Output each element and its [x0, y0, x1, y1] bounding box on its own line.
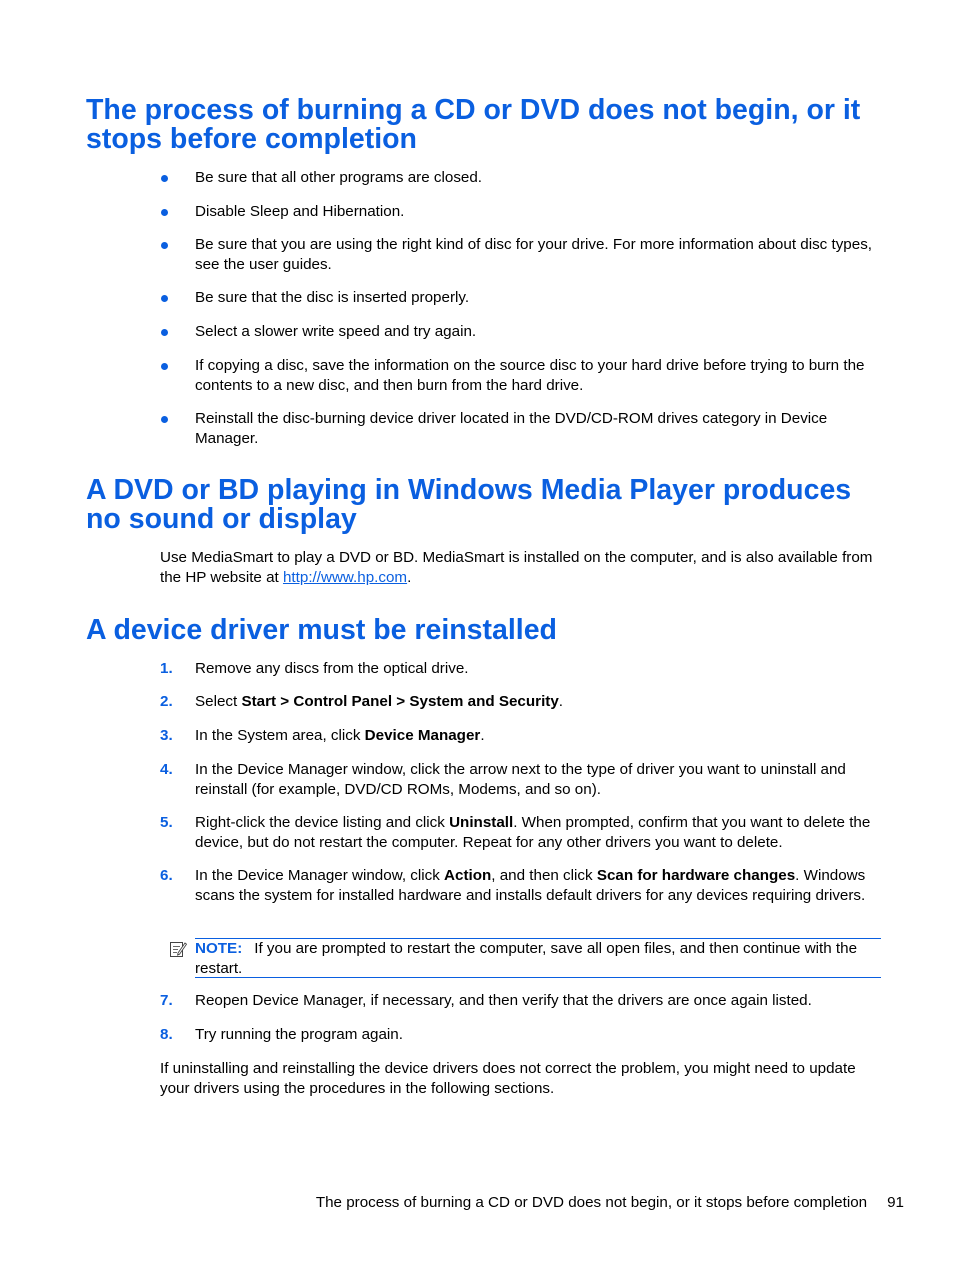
bullet-icon — [161, 295, 168, 302]
ui-term: Device Manager — [364, 727, 481, 744]
step-number: 2. — [160, 693, 173, 710]
step-text: In the Device Manager window, click the arrow next to the type of driver you want to uninstall and reinstall (for example, DVD/CD ROMs, Modems, and so on). — [195, 761, 846, 798]
note-icon — [169, 940, 187, 958]
note-text: If you are prompted to restart the computer, save all open files, and then continue with the restart. — [195, 940, 858, 977]
bullet-icon — [161, 242, 168, 249]
section3-heading: A device driver must be reinstalled — [86, 614, 557, 646]
bullet-text: Be sure that all other programs are closed. — [195, 169, 483, 186]
bullet-text: Select a slower write speed and try again. — [195, 323, 477, 340]
bullet-text: Be sure that you are using the right kind of disc for your drive. For more information about disc types, see the user guides. — [195, 236, 873, 273]
note-text-block — [195, 939, 881, 978]
step-number: 4. — [160, 761, 173, 778]
bullet-text: Be sure that the disc is inserted properly. — [195, 289, 470, 306]
note-box — [195, 938, 881, 978]
step-text: Try running the program again. — [195, 1026, 403, 1043]
step-text: In the System area, click Device Manager. — [195, 727, 485, 744]
ui-term: Scan for hardware changes — [596, 867, 796, 884]
closing-paragraph: If uninstalling and reinstalling the device drivers does not correct the problem, you might need to update your drivers using the procedures in the following sections. — [160, 1060, 856, 1097]
bullet-icon — [161, 363, 168, 370]
section1-heading: The process of burning a CD or DVD does not begin, or it stops before completion — [86, 94, 861, 155]
step-text: Right-click the device listing and click Uninstall. When prompted, confirm that you want to delete the device, but do not restart the computer. Repeat for any other drivers you want to delete. — [195, 814, 871, 851]
note-label: NOTE: — [195, 940, 243, 957]
bullet-icon — [161, 175, 168, 182]
ui-term: Uninstall — [449, 814, 514, 831]
ui-term: Action — [444, 867, 492, 884]
step-number: 6. — [160, 867, 173, 884]
step-number: 3. — [160, 727, 173, 744]
hp-website-link[interactable]: http://www.hp.com — [282, 568, 408, 586]
bullet-icon — [161, 209, 168, 216]
bullet-text: Disable Sleep and Hibernation. — [195, 203, 405, 220]
bullet-text: If copying a disc, save the information on the source disc to your hard drive before trying to burn the contents to a new disc, and then burn from the hard drive. — [195, 357, 865, 394]
step-text: In the Device Manager window, click Action, and then click Scan for hardware changes. Windows scans the system for installed hardware and installs default drivers for any devices requiring drivers. — [195, 867, 866, 904]
section2-heading: A DVD or BD playing in Windows Media Player produces no sound or display — [86, 474, 852, 535]
step-number: 1. — [160, 660, 173, 677]
bullet-icon — [161, 416, 168, 423]
section2-text: Use MediaSmart to play a DVD or BD. MediaSmart is installed on the computer, and is also available from the HP website at — [160, 549, 873, 586]
footer-title: The process of burning a CD or DVD does not begin, or it stops before completion — [315, 1194, 868, 1211]
bullet-icon — [161, 329, 168, 336]
section2-text-end: . — [407, 568, 412, 586]
page-footer — [316, 1193, 904, 1212]
step-text: Remove any discs from the optical drive. — [195, 660, 469, 677]
step-text: Select Start > Control Panel > System and Security. — [195, 693, 564, 710]
section2-paragraph — [160, 548, 885, 587]
page-number: 91 — [887, 1194, 904, 1211]
step-number: 7. — [160, 992, 173, 1009]
menu-path: Start > Control Panel > System and Security — [241, 693, 559, 710]
step-number: 8. — [160, 1026, 173, 1043]
step-number: 5. — [160, 814, 173, 831]
step-text: Reopen Device Manager, if necessary, and then verify that the drivers are once again listed. — [195, 992, 812, 1009]
bullet-text: Reinstall the disc-burning device driver located in the DVD/CD-ROM drives category in Device Manager. — [195, 410, 828, 447]
